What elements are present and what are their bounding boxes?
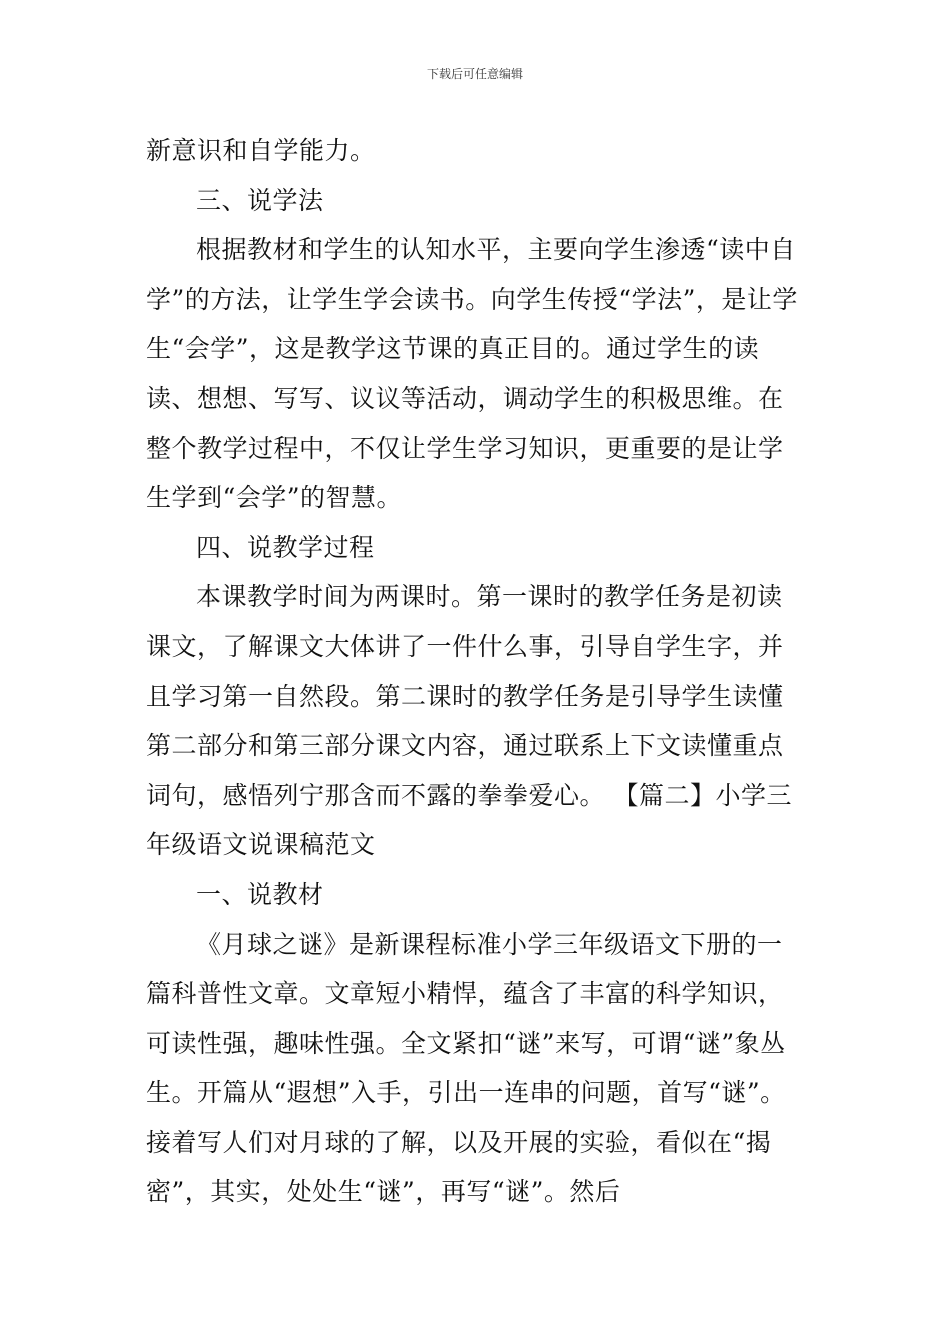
section-heading-textbook: 一、说教材 <box>196 879 324 909</box>
section-heading-study-method: 三、说学法 <box>196 185 324 215</box>
paragraph-study-method: 根据教材和学生的认知水平，主要向学生渗透“读中自学”的方法，让学生学会读书。向学生传授“学法”，是让学生“会学”，这是教学这节课的真正目的。通过学生的读读、想想、写写、议议等活动，调动学生的积极思维。在整个教学过程中，不仅让学生学习知识，更重要的是让学生学到“会学”的智慧。 <box>146 235 798 513</box>
document-body <box>146 126 806 1217</box>
paragraph-teaching-process: 本课教学时间为两课时。第一课时的教学任务是初读课文，了解课文大体讲了一件什么事，引导自学生字，并且学习第一自然段。第二课时的教学任务是引导学生读懂第二部分和第三部分课文内容，通过联系上下文读懂重点词句，感悟列宁那含而不露的拳拳爱心。 【篇二】小学三年级语文说课稿范文 <box>146 582 792 860</box>
paragraph-textbook: 《月球之谜》是新课程标准小学三年级语文下册的一篇科普性文章。文章短小精悍，蕴含了丰富的科学知识，可读性强，趣味性强。全文紧扣“谜”来写，可谓“谜”象丛生。开篇从“遐想”入手，引出一连串的问题，首写“谜”。接着写人们对月球的了解，以及开展的实验，看似在“揭密”，其实，处处生“谜”，再写“谜”。然后 <box>146 929 786 1207</box>
page-header: 下载后可任意编辑 <box>426 67 523 81</box>
paragraph-continuation: 新意识和自学能力。 <box>146 136 376 165</box>
section-heading-teaching-process: 四、说教学过程 <box>196 532 375 562</box>
